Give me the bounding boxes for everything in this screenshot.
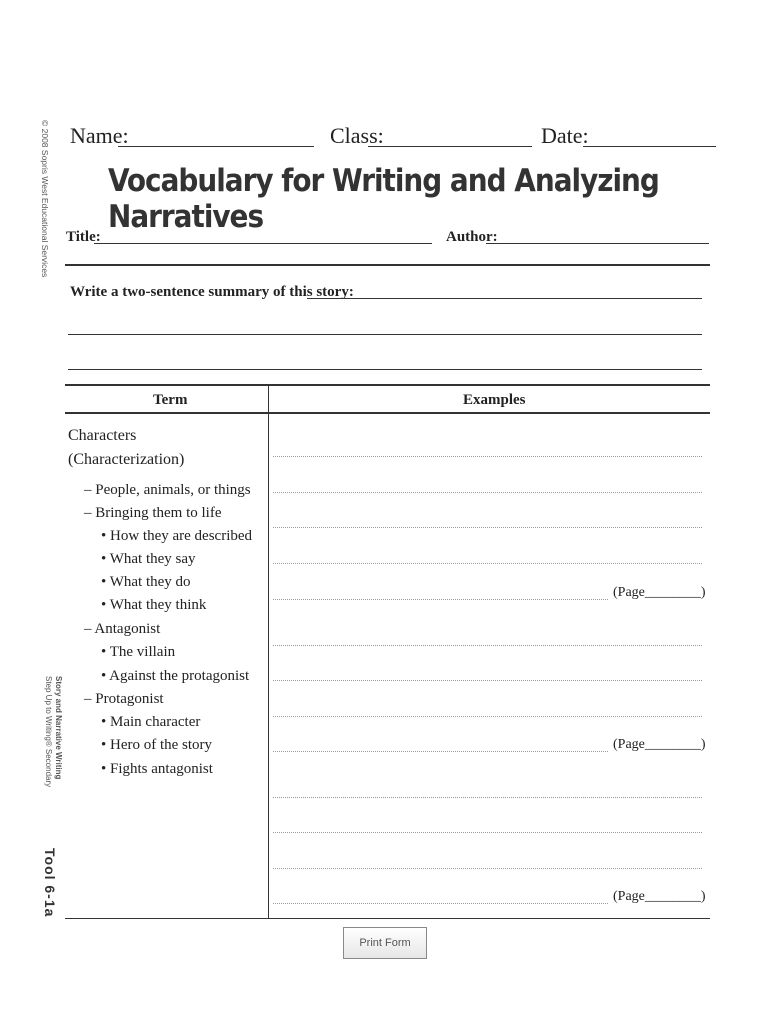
example-line[interactable]: [273, 868, 702, 869]
term-item: – Antagonist: [84, 621, 161, 637]
page-reference: (Page________): [613, 889, 706, 904]
term-item: • Hero of the story: [101, 737, 213, 753]
author-field[interactable]: [486, 243, 709, 244]
book-label: Step Up to Writing® Secondary: [44, 676, 53, 788]
example-line[interactable]: [273, 527, 702, 528]
example-line[interactable]: [273, 563, 702, 564]
term-item: • What they do: [101, 574, 191, 590]
term-subheading: (Characterization): [68, 451, 185, 468]
print-form-button[interactable]: Print Form: [343, 927, 427, 959]
example-line[interactable]: [273, 492, 702, 493]
example-line[interactable]: [273, 751, 608, 752]
class-label: Class:: [330, 123, 384, 148]
date-field[interactable]: [583, 146, 716, 147]
example-line[interactable]: [273, 797, 702, 798]
table-header-rule: [65, 412, 710, 414]
name-field[interactable]: [118, 146, 314, 147]
term-item: • How they are described: [101, 528, 253, 544]
author-label: Author:: [446, 229, 498, 245]
page-reference: (Page________): [613, 737, 706, 752]
term-item: • What they think: [101, 597, 207, 613]
term-item: • Fights antagonist: [101, 761, 213, 777]
page-title: Vocabulary for Writing and Analyzing Narratives: [108, 163, 659, 235]
summary-prompt: Write a two-sentence summary of this story:: [70, 284, 354, 300]
class-field[interactable]: [368, 146, 532, 147]
term-item: • Main character: [101, 714, 201, 730]
table-bottom-rule: [65, 918, 710, 919]
series-label: Story and Narrative Writing: [54, 676, 63, 780]
term-item: – Bringing them to life: [84, 505, 222, 521]
table-column-divider: [268, 386, 269, 919]
term-column-header: Term: [153, 392, 188, 408]
section-divider: [65, 264, 710, 266]
term-item: • The villain: [101, 644, 176, 660]
summary-line-1[interactable]: [307, 298, 702, 299]
example-line[interactable]: [273, 832, 702, 833]
term-item: • What they say: [101, 551, 196, 567]
copyright-text: © 2008 Sopris West Educational Services: [40, 120, 50, 278]
story-title-field[interactable]: [94, 243, 432, 244]
summary-line-2[interactable]: [68, 334, 702, 335]
name-label: Name:: [70, 123, 129, 148]
term-item: – Protagonist: [84, 691, 164, 707]
example-line[interactable]: [273, 456, 702, 457]
date-label: Date:: [541, 123, 589, 148]
example-line[interactable]: [273, 680, 702, 681]
page-reference: (Page________): [613, 585, 706, 600]
example-line[interactable]: [273, 599, 608, 600]
example-line[interactable]: [273, 903, 608, 904]
story-title-label: Title:: [66, 229, 101, 245]
example-line[interactable]: [273, 716, 702, 717]
examples-column-header: Examples: [463, 392, 526, 408]
summary-line-3[interactable]: [68, 369, 702, 370]
term-item: – People, animals, or things: [84, 482, 251, 498]
term-heading: Characters: [68, 427, 137, 444]
tool-number: Tool 6-1a: [42, 848, 58, 918]
example-line[interactable]: [273, 645, 702, 646]
term-item: • Against the protagonist: [101, 668, 250, 684]
table-top-rule: [65, 384, 710, 386]
